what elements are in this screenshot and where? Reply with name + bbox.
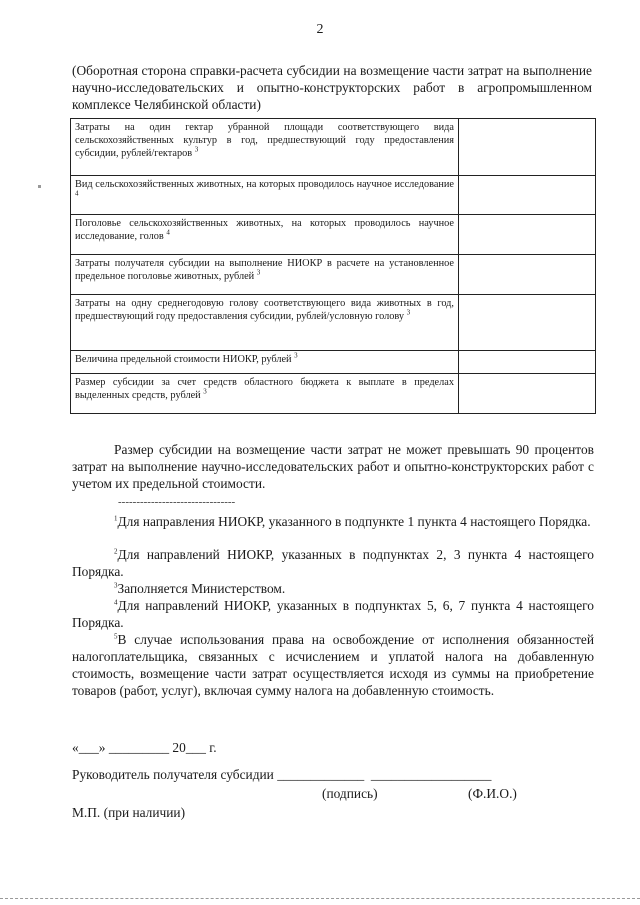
- footnote-ref: 3: [194, 145, 199, 154]
- footnote-mark: 4: [114, 598, 118, 607]
- row-label: Величина предельной стоимости НИОКР, рублей $^3$: [71, 351, 459, 374]
- row-value-cell[interactable]: [459, 351, 596, 374]
- footnote-3: $^3$Заполняется Министерством.: [114, 581, 286, 596]
- row-label: Поголовье сельскохозяйственных животных, на которых проводилось научное исследование, голов $^4$: [71, 215, 459, 255]
- row-value-cell[interactable]: [459, 119, 596, 176]
- row-value-cell[interactable]: [459, 215, 596, 255]
- row-value-cell[interactable]: [459, 374, 596, 414]
- footnote-ref: 4: [166, 228, 170, 237]
- footnote-4: $^4$Для направлений НИОКР, указанных в подпунктах 5, 6, 7 пункта 4 настоящего Порядка.: [72, 598, 594, 630]
- signature-line[interactable]: Руководитель получателя субсидии _____________ __________________: [72, 767, 492, 782]
- page-number: 2: [316, 22, 324, 37]
- row-value-cell[interactable]: [459, 255, 596, 295]
- document-heading: (Оборотная сторона справки-расчета субсидии на возмещение части затрат на выполнение научно-исследовательских и опытно-конструкторских работ в агропромышленном комплексе Челябинской области): [72, 63, 592, 112]
- table-row: [71, 176, 596, 215]
- page-bottom-border: [0, 898, 640, 900]
- footnote-ref: 3: [203, 387, 207, 396]
- table-row: [71, 295, 596, 351]
- scan-artifact: [38, 185, 41, 188]
- table-row: [71, 374, 596, 414]
- row-label: Затраты на один гектар убранной площади соответствующего вида сельскохозяйственных культур в год, предшествующий году предоставления субсидии, рублей/гектаров $^3$: [71, 119, 459, 176]
- table-row: [71, 351, 596, 374]
- footnote-mark: 1: [114, 514, 118, 523]
- row-value-cell[interactable]: [459, 176, 596, 215]
- footnote-ref: 3: [406, 308, 411, 317]
- footnote-2: $^2$Для направлений НИОКР, указанных в подпунктах 2, 3 пункта 4 настоящего Порядка.: [72, 547, 594, 579]
- footnote-mark: 2: [114, 547, 118, 556]
- row-label: Вид сельскохозяйственных животных, на которых проводилось научное исследование $^4$: [71, 176, 459, 215]
- table-row: [71, 215, 596, 255]
- row-value-cell[interactable]: [459, 295, 596, 351]
- footnote-separator: --------------------------------: [118, 496, 236, 508]
- footnote-mark: 5: [114, 632, 118, 641]
- row-label: Затраты получателя субсидии на выполнение НИОКР в расчете на установленное предельное поголовье животных, рублей $^3$: [71, 255, 459, 295]
- footnote-ref: 4: [75, 189, 79, 198]
- footnote-ref: 3: [294, 351, 298, 360]
- main-paragraph: Размер субсидии на возмещение части затрат не может превышать 90 процентов затрат на выполнение научно-исследовательских работ и опытно-конструкторских работ с учетом их предельной стоимости.: [72, 442, 594, 491]
- signature-caption: (подпись): [322, 786, 378, 801]
- footnote-ref: 3: [256, 268, 261, 277]
- footnote-mark: 3: [114, 581, 118, 590]
- row-label: Затраты на одну среднегодовую голову соответствующего вида животных в год, предшествующий году предоставления субсидии, рублей/условную голову $^3$: [71, 295, 459, 351]
- table-row: [71, 255, 596, 295]
- name-caption: (Ф.И.О.): [468, 786, 517, 801]
- footnote-1: $^1$Для направления НИОКР, указанного в подпункте 1 пункта 4 настоящего Порядка.: [114, 514, 591, 529]
- date-field[interactable]: «___» _________ 20___ г.: [72, 740, 217, 755]
- row-label: Размер субсидии за счет средств областного бюджета к выплате в пределах выделенных средств, рублей $^3$: [71, 374, 459, 414]
- table-row: [71, 119, 596, 176]
- footnote-5: $^5$В случае использования права на освобождение от исполнения обязанностей налогоплательщика, связанных с исчислением и уплатой налога на добавленную стоимость, возмещение части затрат осуществляется исходя из суммы на приобретение товаров (работ, услуг), включая сумму налога на добавленную стоимость.: [72, 632, 594, 698]
- calculation-table: [70, 118, 596, 414]
- stamp-placeholder: М.П. (при наличии): [72, 805, 186, 820]
